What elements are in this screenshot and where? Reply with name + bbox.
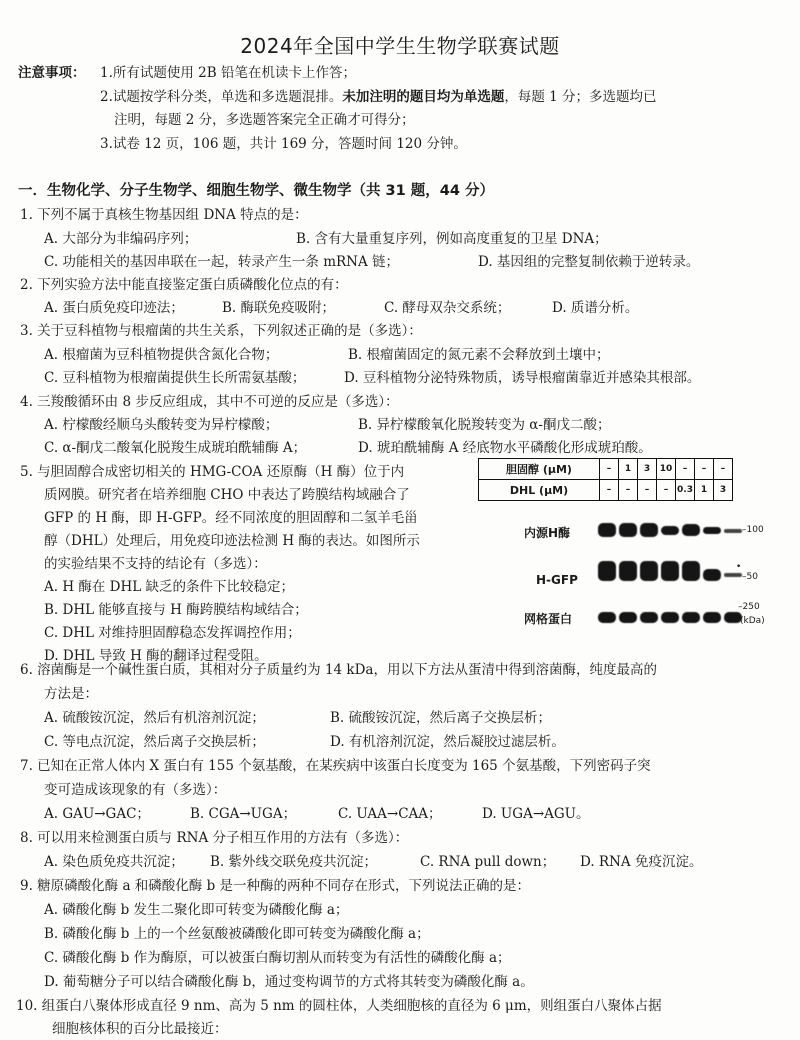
blot-row-h-gfp bbox=[598, 561, 742, 581]
band bbox=[661, 612, 679, 623]
q5-option-b[interactable]: B. DHL 能够直接与 H 酶跨膜结构域结合； bbox=[44, 602, 308, 618]
q4-option-d[interactable]: D. 琥珀酰辅酶 A 经底物水平磷酸化形成琥珀酸。 bbox=[358, 440, 652, 456]
question-5-stem-line-2: 质网膜。研究者在培养细胞 CHO 中表达了跨膜结构域融合了 bbox=[44, 487, 410, 503]
single-choice-note: 未加注明的题目均为单选题 bbox=[342, 89, 505, 105]
question-7-stem-line-2: 变可造成该现象的有（多选）： bbox=[44, 782, 227, 798]
q3-option-a[interactable]: A. 根瘤菌为豆科植物提供含氮化合物； bbox=[44, 347, 279, 363]
q1-option-c[interactable]: C. 功能相关的基因串联在一起，转录产生一条 mRNA 链； bbox=[44, 254, 400, 270]
band bbox=[724, 529, 742, 533]
band bbox=[661, 526, 679, 535]
q4-option-c[interactable]: C. α-酮戊二酸氧化脱羧生成琥珀酰辅酶 A； bbox=[44, 440, 307, 456]
q5-option-d[interactable]: D. DHL 导致 H 酶的翻译过程受阻。 bbox=[44, 648, 268, 664]
q3-option-c[interactable]: C. 豆科植物为根瘤菌提供生长所需氨基酸； bbox=[44, 370, 306, 386]
q9-option-a[interactable]: A. 磷酸化酶 b 发生二聚化即可转变为磷酸化酶 a； bbox=[44, 902, 349, 918]
marker-100: –100 bbox=[742, 525, 764, 535]
q1-option-a[interactable]: A. 大部分为非编码序列； bbox=[44, 231, 198, 247]
notice-item-1: 1.所有试题使用 2B 铅笔在机读卡上作答； bbox=[100, 65, 356, 81]
q8-option-b[interactable]: B. 紫外线交联免疫共沉淀； bbox=[210, 854, 378, 870]
section-heading: 一．生物化学、分子生物学、细胞生物学、微生物学（共 31 题，44 分） bbox=[18, 183, 494, 199]
q6-option-c[interactable]: C. 等电点沉淀，然后离子交换层析； bbox=[44, 734, 265, 750]
notice-item-2: 2.试题按学科分类，单选和多选题混排。未加注明的题目均为单选题，每题 1 分；多选题均已 bbox=[100, 89, 657, 105]
q2-option-b[interactable]: B. 酶联免疫吸附； bbox=[222, 300, 336, 316]
western-blot-figure bbox=[474, 458, 794, 638]
notice-item-2-cont: 注明，每题 2 分，多选题答案完全正确才可得分； bbox=[114, 112, 415, 128]
dhl-row: DHL (μM) – – – – 0.3 1 3 bbox=[479, 480, 733, 501]
q7-option-a[interactable]: A. GAU→GAC； bbox=[44, 806, 150, 822]
band bbox=[682, 612, 700, 623]
band bbox=[703, 569, 721, 581]
question-4-stem: 4. 三羧酸循环由 8 步反应组成，其中不可逆的反应是（多选）： bbox=[20, 394, 399, 410]
question-5-stem-line-4: 醇（DHL）处理后，用免疫印迹法检测 H 酶的表达。如图所示 bbox=[44, 533, 420, 549]
band bbox=[640, 612, 658, 623]
q7-option-b[interactable]: B. CGA→UGA； bbox=[190, 806, 297, 822]
marker-250: –250 bbox=[738, 602, 760, 612]
blot-label-h-gfp: H-GFP bbox=[536, 573, 578, 587]
q5-option-a[interactable]: A. H 酶在 DHL 缺乏的条件下比较稳定； bbox=[44, 579, 295, 595]
q1-option-d[interactable]: D. 基因组的完整复制依赖于逆转录。 bbox=[478, 254, 700, 270]
band bbox=[661, 561, 679, 581]
question-6-stem-line-2: 方法是： bbox=[44, 686, 98, 702]
band bbox=[682, 524, 700, 536]
band bbox=[619, 561, 637, 581]
band bbox=[598, 523, 616, 537]
band bbox=[703, 527, 721, 534]
question-9-stem: 9. 糖原磷酸化酶 a 和磷酸化酶 b 是一种酶的两种不同存在形式，下列说法正确的是： bbox=[20, 878, 531, 894]
q2-option-a[interactable]: A. 蛋白质免疫印迹法； bbox=[44, 300, 184, 316]
question-3-stem: 3. 关于豆科植物与根瘤菌的共生关系，下列叙述正确的是（多选）： bbox=[20, 323, 422, 339]
question-5-stem-line-1: 5. 与胆固醇合成密切相关的 HMG-COA 还原酶（H 酶）位于内 bbox=[20, 464, 405, 480]
band bbox=[640, 523, 658, 537]
q2-option-d[interactable]: D. 质谱分析。 bbox=[552, 300, 639, 316]
q6-option-a[interactable]: A. 硫酸铵沉淀，然后有机溶剂沉淀； bbox=[44, 710, 265, 726]
q7-option-d[interactable]: D. UGA→AGU。 bbox=[482, 806, 590, 822]
band bbox=[598, 612, 616, 623]
question-2-stem: 2. 下列实验方法中能直接鉴定蛋白质磷酸化位点的有： bbox=[20, 277, 348, 293]
q9-option-d[interactable]: D. 葡萄糖分子可以结合磷酸化酶 b，通过变构调节的方式将其转变为磷酸化酶 a。 bbox=[44, 974, 534, 990]
cholesterol-row: 胆固醇 (μM) – 1 3 10 – – – bbox=[479, 459, 733, 480]
question-8-stem: 8. 可以用来检测蛋白质与 RNA 分子相互作用的方法有（多选）： bbox=[20, 830, 409, 846]
q2-option-c[interactable]: C. 酵母双杂交系统； bbox=[384, 300, 511, 316]
q8-option-a[interactable]: A. 染色质免疫共沉淀； bbox=[44, 854, 184, 870]
question-6-stem-line-1: 6. 溶菌酶是一个碱性蛋白质，其相对分子质量约为 14 kDa，用以下方法从蛋清中得到溶菌酶，纯度最高的 bbox=[20, 662, 657, 678]
notice-item-3: 3.试卷 12 页，106 题，共计 169 分，答题时间 120 分钟。 bbox=[100, 136, 467, 152]
q8-option-c[interactable]: C. RNA pull down； bbox=[420, 854, 556, 870]
q1-option-b[interactable]: B. 含有大量重复序列，例如高度重复的卫星 DNA； bbox=[296, 231, 608, 247]
marker-50: –50 bbox=[742, 572, 758, 582]
q3-option-b[interactable]: B. 根瘤菌固定的氮元素不会释放到土壤中； bbox=[348, 347, 610, 363]
q8-option-d[interactable]: D. RNA 免疫沉淀。 bbox=[580, 854, 703, 870]
question-10-stem-line-2: 细胞核体积的百分比最接近： bbox=[52, 1021, 228, 1037]
marker-star: • bbox=[736, 562, 742, 572]
question-5-stem-line-5: 的实验结果不支持的结论有（多选）： bbox=[44, 556, 267, 572]
q4-option-b[interactable]: B. 异柠檬酸氧化脱羧转变为 α-酮戊二酸； bbox=[358, 417, 611, 433]
treatment-table bbox=[478, 458, 733, 501]
question-1-stem: 1. 下列不属于真核生物基因组 DNA 特点的是： bbox=[20, 207, 308, 223]
q9-option-b[interactable]: B. 磷酸化酶 b 上的一个丝氨酸被磷酸化即可转变为磷酸化酶 a； bbox=[44, 926, 430, 942]
band bbox=[619, 612, 637, 623]
question-5-stem-line-3: GFP 的 H 酶，即 H-GFP。经不同浓度的胆固醇和二氢羊毛甾 bbox=[44, 510, 418, 526]
blot-row-endogenous bbox=[598, 523, 742, 537]
blot-row-clathrin bbox=[598, 612, 742, 623]
band bbox=[703, 612, 721, 623]
band bbox=[619, 523, 637, 537]
blot-label-clathrin: 网格蛋白 bbox=[524, 612, 573, 626]
q9-option-c[interactable]: C. 磷酸化酶 b 作为酶原，可以被蛋白酶切割从而转变为有活性的磷酸化酶 a； bbox=[44, 950, 511, 966]
band bbox=[724, 573, 742, 577]
q3-option-d[interactable]: D. 豆科植物分泌特殊物质，诱导根瘤菌靠近并感染其根部。 bbox=[344, 370, 701, 386]
q6-option-b[interactable]: B. 硫酸铵沉淀，然后离子交换层析； bbox=[330, 710, 552, 726]
band bbox=[598, 561, 616, 581]
q5-option-c[interactable]: C. DHL 对维持胆固醇稳态发挥调控作用； bbox=[44, 625, 301, 641]
page-title: 2024年全国中学生生物学联赛试题 bbox=[240, 34, 560, 58]
blot-label-endogenous: 内源H酶 bbox=[524, 526, 571, 540]
notice-label: 注意事项： bbox=[18, 65, 86, 81]
unit-kda: (kDa) bbox=[740, 616, 765, 626]
q7-option-c[interactable]: C. UAA→CAA； bbox=[338, 806, 442, 822]
band bbox=[682, 561, 700, 581]
q6-option-d[interactable]: D. 有机溶剂沉淀，然后凝胶过滤层析。 bbox=[330, 734, 565, 750]
question-10-stem-line-1: 10. 组蛋白八聚体形成直径 9 nm、高为 5 nm 的圆柱体，人类细胞核的直径为 6 μm，则组蛋白八聚体占据 bbox=[16, 998, 662, 1014]
q4-option-a[interactable]: A. 柠檬酸经顺乌头酸转变为异柠檬酸； bbox=[44, 417, 279, 433]
band bbox=[640, 561, 658, 581]
question-7-stem-line-1: 7. 已知在正常人体内 X 蛋白有 155 个氨基酸，在某疾病中该蛋白长度变为 165 个氨基酸，下列密码子突 bbox=[20, 758, 651, 774]
